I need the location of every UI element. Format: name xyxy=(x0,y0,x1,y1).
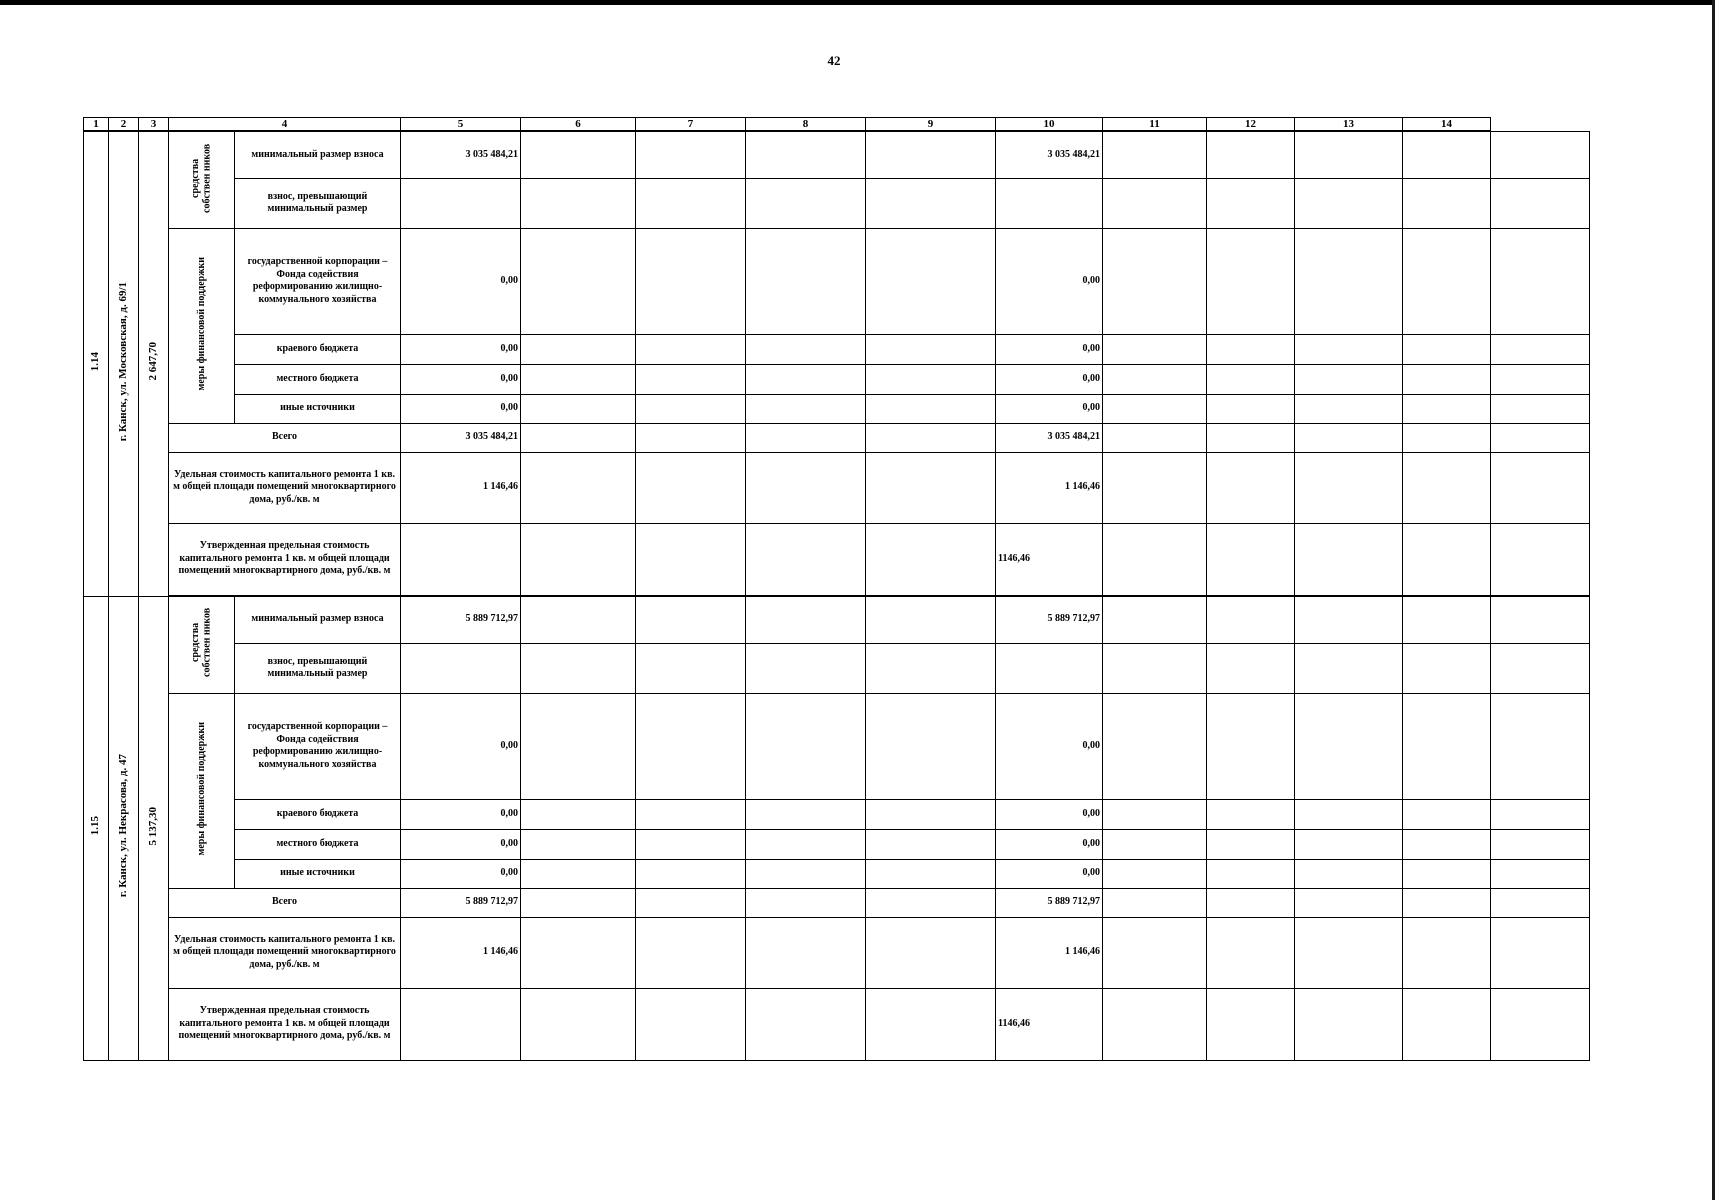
table-row xyxy=(84,131,1590,178)
table-row xyxy=(84,693,1590,799)
group-owners: средства собствен ников xyxy=(169,596,235,693)
value-cell: 0,00 xyxy=(996,334,1103,364)
label-fund: государственной корпорации – Фонда содействия реформированию жилищно-коммунального хозяйства xyxy=(235,693,401,799)
value-cell: 0,00 xyxy=(401,829,521,859)
table-row xyxy=(84,596,1590,643)
page-number: 42 xyxy=(827,53,841,68)
value-cell: 0,00 xyxy=(401,334,521,364)
record-number: 1.14 xyxy=(84,131,109,596)
value-cell: 0,00 xyxy=(996,394,1103,423)
col-header-5: 5 xyxy=(401,118,521,132)
value-cell: 1 146,46 xyxy=(996,917,1103,988)
label-other: иные источники xyxy=(235,859,401,888)
label-regional: краевого бюджета xyxy=(235,799,401,829)
table-row xyxy=(84,364,1590,394)
col-header-7: 7 xyxy=(636,118,746,132)
value-cell: 5 889 712,97 xyxy=(401,596,521,643)
label-approved-cost: Утвержденная предельная стоимость капитального ремонта 1 кв. м общей площади помещений многоквартирного дома, руб./кв. м xyxy=(169,523,401,595)
label-fund: государственной корпорации – Фонда содействия реформированию жилищно-коммунального хозяйства xyxy=(235,228,401,334)
label-min-fee: минимальный размер взноса xyxy=(235,131,401,178)
value-cell: 1 146,46 xyxy=(401,452,521,523)
table-row xyxy=(84,423,1590,452)
value-cell: 0,00 xyxy=(996,829,1103,859)
record-address: г. Канск, ул. Московская, д. 69/1 xyxy=(109,131,139,596)
value-cell: 0,00 xyxy=(401,364,521,394)
label-excess-fee: взнос, превышающий минимальный размер xyxy=(235,178,401,228)
col-header-3: 3 xyxy=(139,118,169,132)
col-header-11: 11 xyxy=(1103,118,1207,132)
table-row xyxy=(84,452,1590,523)
label-regional: краевого бюджета xyxy=(235,334,401,364)
value-cell: 0,00 xyxy=(401,859,521,888)
table-row xyxy=(84,334,1590,364)
table-row xyxy=(84,917,1590,988)
label-excess-fee: взнос, превышающий минимальный размер xyxy=(235,643,401,693)
value-cell: 0,00 xyxy=(401,693,521,799)
value-cell: 1 146,46 xyxy=(401,917,521,988)
record-number: 1.15 xyxy=(84,596,109,1060)
value-cell: 1 146,46 xyxy=(996,452,1103,523)
scan-top-border xyxy=(0,0,1715,5)
value-cell: 0,00 xyxy=(401,394,521,423)
col-header-10: 10 xyxy=(996,118,1103,132)
value-cell: 1146,46 xyxy=(996,988,1103,1060)
group-support: меры финансовой поддержки xyxy=(169,693,235,888)
table-row xyxy=(84,799,1590,829)
table-row xyxy=(84,859,1590,888)
col-header-13: 13 xyxy=(1295,118,1403,132)
capital-repair-table xyxy=(83,117,1590,1061)
value-cell: 5 889 712,97 xyxy=(996,888,1103,917)
table-row xyxy=(84,394,1590,423)
label-total: Всего xyxy=(169,423,401,452)
label-other: иные источники xyxy=(235,394,401,423)
column-number-row xyxy=(84,118,1590,132)
table-row xyxy=(84,228,1590,334)
value-cell: 0,00 xyxy=(996,364,1103,394)
value-cell: 0,00 xyxy=(996,693,1103,799)
table-row xyxy=(84,988,1590,1060)
col-header-4: 4 xyxy=(169,118,401,132)
value-cell: 3 035 484,21 xyxy=(996,423,1103,452)
label-unit-cost: Удельная стоимость капитального ремонта 1 кв. м общей площади помещений многоквартирного дома, руб./кв. м xyxy=(169,452,401,523)
col-header-1: 1 xyxy=(84,118,109,132)
label-local: местного бюджета xyxy=(235,829,401,859)
value-cell: 5 889 712,97 xyxy=(401,888,521,917)
group-support: меры финансовой поддержки xyxy=(169,228,235,423)
value-cell: 0,00 xyxy=(996,799,1103,829)
value-cell: 1146,46 xyxy=(996,523,1103,595)
value-cell: 0,00 xyxy=(401,799,521,829)
col-header-2: 2 xyxy=(109,118,139,132)
table-row xyxy=(84,643,1590,693)
value-cell: 0,00 xyxy=(996,859,1103,888)
group-owners: средства собствен ников xyxy=(169,131,235,228)
col-header-6: 6 xyxy=(521,118,636,132)
record-area: 2 647,70 xyxy=(139,131,169,596)
table-row xyxy=(84,523,1590,595)
col-header-9: 9 xyxy=(866,118,996,132)
table-row xyxy=(84,888,1590,917)
value-cell: 0,00 xyxy=(996,228,1103,334)
label-local: местного бюджета xyxy=(235,364,401,394)
label-approved-cost: Утвержденная предельная стоимость капитального ремонта 1 кв. м общей площади помещений многоквартирного дома, руб./кв. м xyxy=(169,988,401,1060)
record-address: г. Канск, ул. Некрасова, д. 47 xyxy=(109,596,139,1060)
value-cell: 0,00 xyxy=(401,228,521,334)
record-area: 5 137,30 xyxy=(139,596,169,1060)
col-header-14: 14 xyxy=(1403,118,1491,132)
label-total: Всего xyxy=(169,888,401,917)
value-cell: 3 035 484,21 xyxy=(401,423,521,452)
label-unit-cost: Удельная стоимость капитального ремонта 1 кв. м общей площади помещений многоквартирного дома, руб./кв. м xyxy=(169,917,401,988)
label-min-fee: минимальный размер взноса xyxy=(235,596,401,643)
value-cell: 3 035 484,21 xyxy=(401,131,521,178)
table-row xyxy=(84,178,1590,228)
table-row xyxy=(84,829,1590,859)
value-cell: 5 889 712,97 xyxy=(996,596,1103,643)
value-cell: 3 035 484,21 xyxy=(996,131,1103,178)
col-header-12: 12 xyxy=(1207,118,1295,132)
col-header-8: 8 xyxy=(746,118,866,132)
